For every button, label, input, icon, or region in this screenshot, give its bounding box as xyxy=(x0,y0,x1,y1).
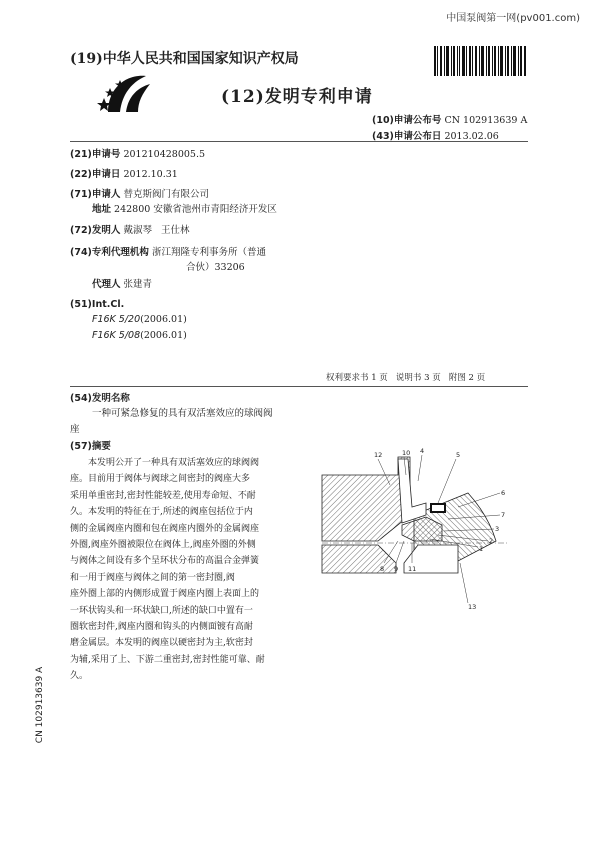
valve-seat-drawing xyxy=(318,445,514,615)
issuing-office: (19)中华人民共和国国家知识产权局 xyxy=(70,51,299,67)
site-watermark: 中国泵阀第一网(pv001.com) xyxy=(446,13,580,24)
application-number-label: (21)申请号 xyxy=(70,149,121,160)
figure-label: 7 xyxy=(501,511,506,519)
figure-label: 2 xyxy=(489,537,494,545)
intcl-label xyxy=(70,298,124,311)
abstract-line: 侧的金属阀座内圈和包在阀座内圈外的金属阀座 xyxy=(70,523,260,534)
abstract-label-text: (57)摘要 xyxy=(70,441,111,452)
application-number-row xyxy=(70,148,205,161)
publication-date-row xyxy=(372,128,499,142)
application-number: 201210428005.5 xyxy=(123,149,206,160)
address: 242800 安徽省池州市青阳经济开发区 xyxy=(114,204,277,215)
abstract-line: 一环状钩头和一环状缺口,所述的缺口中置有一 xyxy=(70,605,253,616)
figure-label: 5 xyxy=(456,451,461,459)
page-count-summary: 权利要求书 1 页 说明书 3 页 附图 2 页 xyxy=(326,373,486,383)
abstract-line: 外圈,阀座外圈被限位在阀体上,阀座外圈的外侧 xyxy=(70,540,256,551)
applicant: 替克斯阀门有限公司 xyxy=(123,189,209,200)
classification-2 xyxy=(92,329,187,342)
publication-date: 2013.02.06 xyxy=(444,131,499,142)
header-divider xyxy=(70,141,528,142)
invention-title-label xyxy=(70,392,130,405)
abstract-line: 与阀体之间设有多个呈环状分布的高温合金弹簧 xyxy=(70,556,260,567)
figure-label: 9 xyxy=(394,565,399,573)
abstract-line: 久。 xyxy=(70,671,89,682)
classification-2-code: F16K 5/08 xyxy=(92,330,141,341)
abstract-line: 座外圈上部的内侧形成置于阀座内圈上表面上的 xyxy=(70,589,260,600)
classification-2-version: (2006.01) xyxy=(140,330,187,341)
agency-line-2: 合伙）33206 xyxy=(186,262,245,273)
inventors-label: (72)发明人 xyxy=(70,225,121,236)
figure-label: 13 xyxy=(468,603,477,611)
filing-date: 2012.10.31 xyxy=(123,169,178,180)
address-label: 地址 xyxy=(92,204,112,215)
address-row xyxy=(92,203,277,216)
document-type-title: (12)发明专利申请 xyxy=(221,87,373,107)
figure-label: 8 xyxy=(380,565,385,573)
filing-date-label: (22)申请日 xyxy=(70,169,121,180)
agent-label: 代理人 xyxy=(92,279,121,290)
agent-row xyxy=(92,278,152,291)
abstract-line: 为辅,采用了上、下游二重密封,密封性能可靠、耐 xyxy=(70,654,265,665)
figure-label: 1 xyxy=(479,545,484,553)
figure-label: 12 xyxy=(374,451,383,459)
abstract-line: 本发明公开了一种具有双活塞效应的球阀阀 xyxy=(88,458,260,468)
filing-date-row xyxy=(70,168,178,181)
cnipa-logo-icon xyxy=(96,68,158,120)
abstract-line: 座。目前用于阀体与阀球之间密封的阀座大多 xyxy=(70,474,251,485)
classification-1-code: F16K 5/20 xyxy=(92,314,141,325)
applicant-label: (71)申请人 xyxy=(70,189,121,200)
classification-1 xyxy=(92,313,187,326)
invention-title-line-1: 一种可紧急修复的具有双活塞效应的球阀阀 xyxy=(92,408,273,419)
agency-line-1: 浙江翔隆专利事务所（普通 xyxy=(151,247,266,258)
barcode xyxy=(434,46,526,76)
abstract-line: 圈软密封件,阀座内圈和钩头的内侧面镀有高耐 xyxy=(70,622,253,633)
publication-number: CN 102913639 A xyxy=(444,115,528,126)
figure-label: 4 xyxy=(420,447,425,455)
abstract-line: 久。本发明的特征在于,所述的阀座包括位于内 xyxy=(70,507,253,518)
agency-label: (74)专利代理机构 xyxy=(70,247,149,258)
invention-title-line-2: 座 xyxy=(70,424,80,435)
invention-title-label-text: (54)发明名称 xyxy=(70,393,130,404)
abstract-line: 和一用于阀座与阀体之间的第一密封圈,阀 xyxy=(70,572,235,583)
publication-number-label: (10)申请公布号 xyxy=(372,115,442,126)
abstract-body xyxy=(70,455,306,685)
biblio-divider xyxy=(70,386,528,387)
figure-label: 6 xyxy=(501,489,506,497)
inventors-row xyxy=(70,224,190,237)
abstract-label xyxy=(70,440,111,453)
side-publication-code-text: CN 102913639 A xyxy=(35,666,45,744)
classification-1-version: (2006.01) xyxy=(140,314,187,325)
agent: 张建青 xyxy=(123,279,153,290)
agency-row xyxy=(70,246,266,259)
abstract-line: 采用单重密封,密封性能较差,使用寿命短、不耐 xyxy=(70,490,256,501)
applicant-row xyxy=(70,188,209,201)
abstract-line: 磨金属层。本发明的阀座以硬密封为主,软密封 xyxy=(70,638,253,649)
figure-label: 10 xyxy=(402,449,411,457)
publication-date-label: (43)申请公布日 xyxy=(372,131,442,142)
side-publication-code xyxy=(30,660,50,750)
inventors: 戴淑琴 王仕林 xyxy=(123,225,190,236)
publication-number-row xyxy=(372,112,527,126)
figure-label: 11 xyxy=(408,565,417,573)
figure-label: 3 xyxy=(495,525,500,533)
intcl-label-text: (51)Int.Cl. xyxy=(70,299,125,310)
